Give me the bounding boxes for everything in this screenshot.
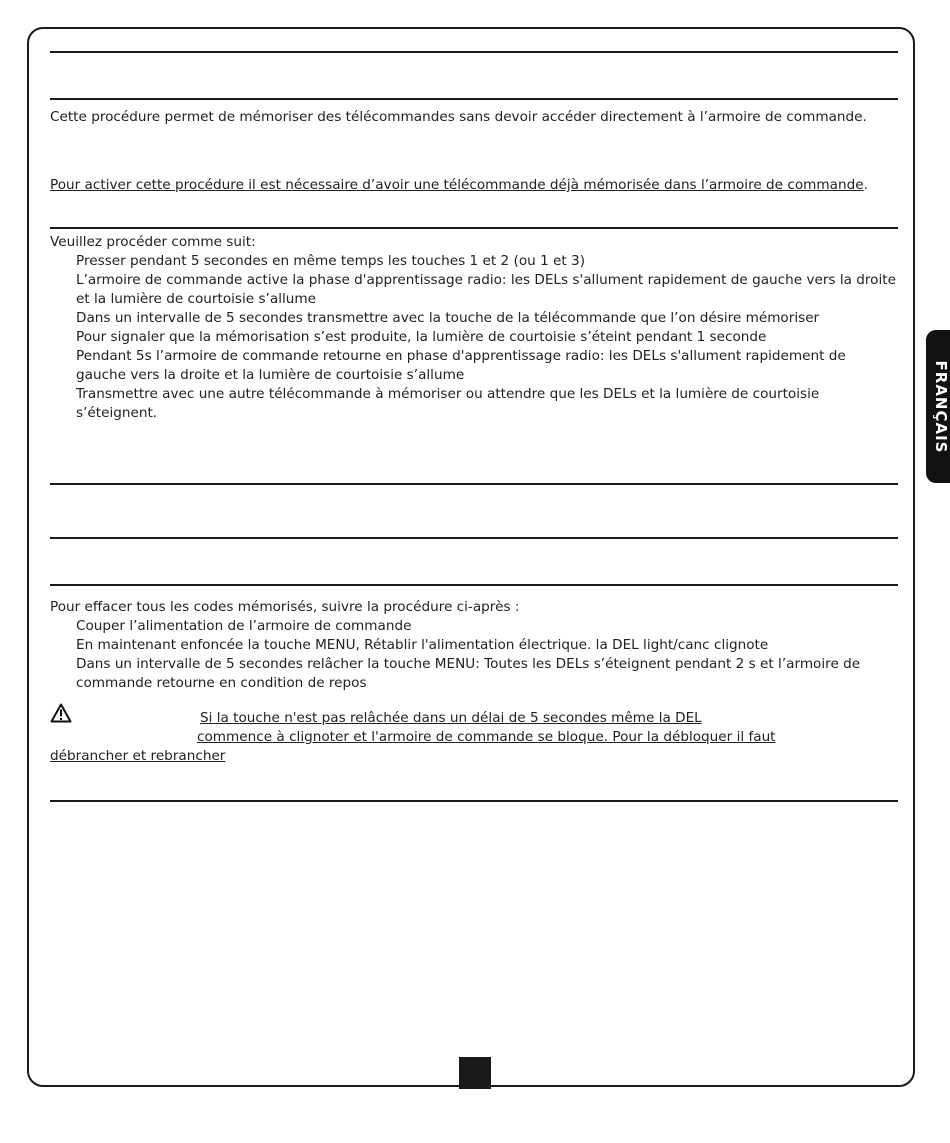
warning-line-2	[50, 728, 898, 747]
warning-line-2-text: commence à clignoter et l'armoire de commande se bloque. Pour la débloquer il faut	[197, 729, 776, 745]
language-tab-label: FRANÇAIS	[932, 360, 950, 453]
erase-step-3: Dans un intervalle de 5 secondes relâcher la touche MENU: Toutes les DELs s’éteignent pendant 2 s et l’armoire de commande retourne en condition de repos	[76, 656, 861, 691]
rule-section2	[50, 227, 898, 229]
page-number-box	[459, 1057, 491, 1089]
note-period: .	[863, 177, 868, 193]
step-3: Dans un intervalle de 5 secondes transmettre avec la touche de la télécommande que l’on désire mémoriser	[76, 310, 820, 326]
step-4: Pour signaler que la mémorisation s’est produite, la lumière de courtoisie s’éteint pendant 1 seconde	[76, 329, 767, 345]
erase-block	[50, 598, 898, 693]
warning-line-1: Si la touche n'est pas relâchée dans un délai de 5 secondes même la DEL	[200, 710, 702, 726]
note-paragraph	[50, 176, 898, 195]
step-1: Presser pendant 5 secondes en même temps les touches 1 et 2 (ou 1 et 3)	[76, 253, 586, 269]
step-2: L’armoire de commande active la phase d'apprentissage radio: les DELs s'allument rapidement de gauche vers la droite et la lumière de courtoisie s’allume	[76, 272, 896, 307]
warning-text	[50, 710, 898, 766]
step-5: Pendant 5s l’armoire de commande retourne en phase d'apprentissage radio: les DELs s'allument rapidement de gauche vers la droite et la lumière de courtoisie s’allume	[76, 348, 846, 383]
procedure-lead: Veuillez procéder comme suit:	[50, 234, 256, 250]
step-6: Transmettre avec une autre télécommande à mémoriser ou attendre que les DELs et la lumière de courtoisie s’éteignent.	[76, 386, 820, 421]
rule-top	[50, 51, 898, 53]
note-underlined: Pour activer cette procédure il est nécessaire d’avoir une télécommande déjà mémorisée dans l’armoire de commande	[50, 177, 864, 193]
rule-bottom	[50, 800, 898, 802]
language-tab	[926, 330, 950, 483]
intro-paragraph: Cette procédure permet de mémoriser des télécommandes sans devoir accéder directement à l’armoire de commande.	[50, 109, 867, 125]
warning-line-3: débrancher et rebrancher	[50, 748, 226, 764]
rule-section3a	[50, 483, 898, 485]
erase-step-2: En maintenant enfoncée la touche MENU, Rétablir l'alimentation électrique. la DEL light/canc clignote	[76, 637, 769, 653]
erase-step-1: Couper l’alimentation de l’armoire de commande	[76, 618, 412, 634]
erase-lead: Pour effacer tous les codes mémorisés, suivre la procédure ci-après :	[50, 599, 520, 615]
rule-section3b	[50, 537, 898, 539]
procedure-block	[50, 233, 898, 423]
rule-section1	[50, 98, 898, 100]
rule-section3c	[50, 584, 898, 586]
